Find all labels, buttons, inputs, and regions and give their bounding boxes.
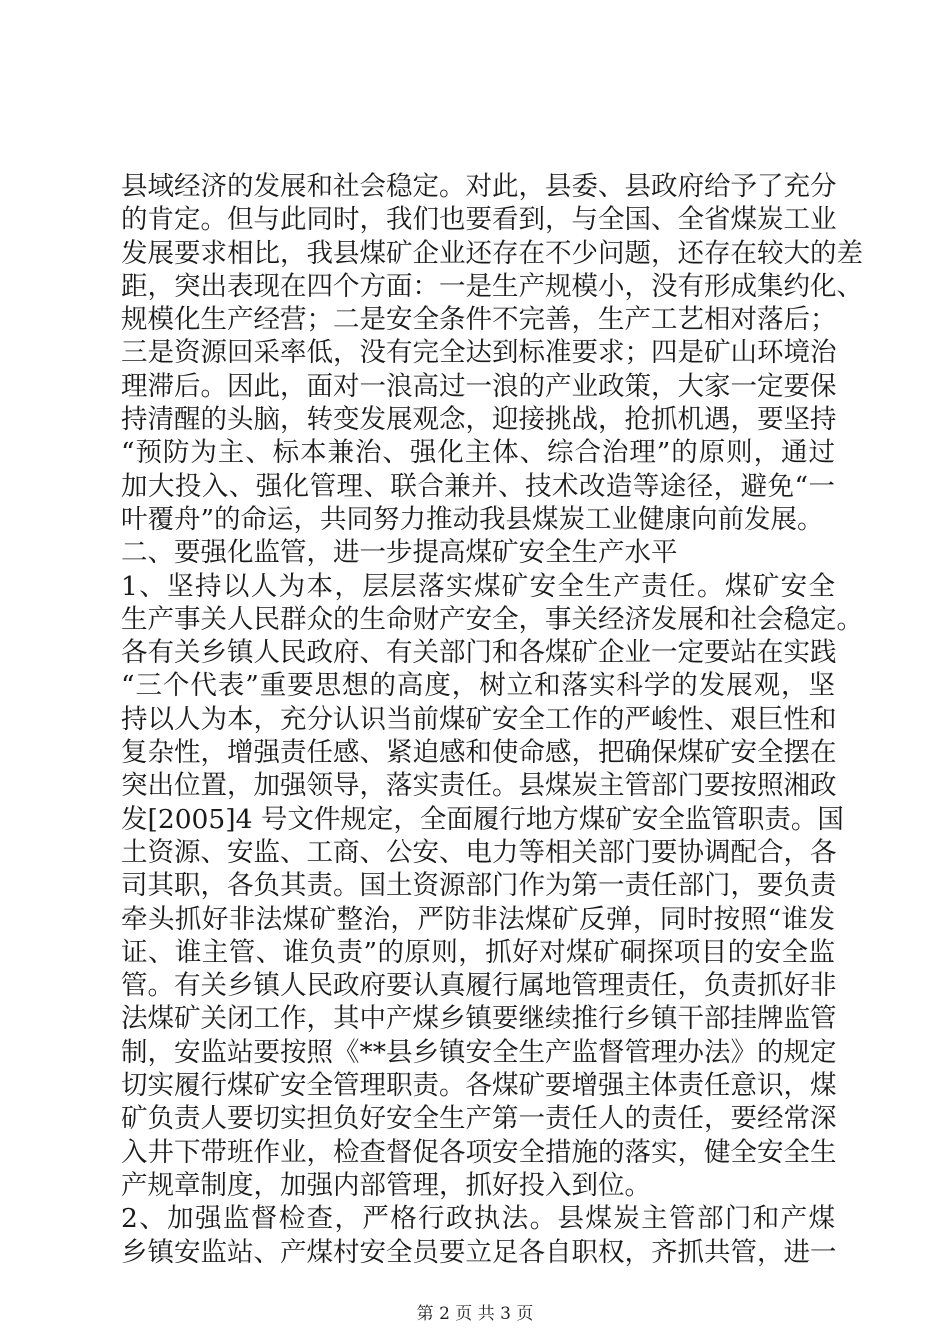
- text-line: 三是资源回采率低，没有完全达到标准要求；四是矿山环境治: [121, 337, 837, 369]
- text-line: 乡镇安监站、产煤村安全员要立足各自职权，齐抓共管，进一: [121, 1236, 837, 1268]
- text-line: 复杂性，增强责任感、紧迫感和使命感，把确保煤矿安全摆在: [121, 737, 837, 769]
- text-line: 持清醒的头脑，转变发展观念，迎接挑战，抢抓机遇，要坚持: [121, 404, 837, 436]
- text-line: 管。有关乡镇人民政府要认真履行属地管理责任，负责抓好非: [121, 970, 837, 1002]
- text-line: 2、加强监督检查，严格行政执法。县煤炭主管部门和产煤: [121, 1203, 835, 1235]
- text-line: 入井下带班作业，检查督促各项安全措施的落实，健全安全生: [121, 1136, 837, 1168]
- text-line: 县域经济的发展和社会稳定。对此，县委、县政府给予了充分: [121, 171, 837, 202]
- text-line: 牵头抓好非法煤矿整治，严防非法煤矿反弹，同时按照“谁发: [121, 903, 835, 935]
- text-line: 发[2005]4 号文件规定，全面履行地方煤矿安全监管职责。国: [121, 803, 844, 835]
- text-line: 司其职，各负其责。国土资源部门作为第一责任部门，要负责: [121, 870, 837, 902]
- text-line: 土资源、安监、工商、公安、电力等相关部门要协调配合，各: [121, 836, 837, 868]
- text-line: 矿负责人要切实担负好安全生产第一责任人的责任，要经常深: [121, 1103, 837, 1135]
- text-line: 生产事关人民群众的生命财产安全，事关经济发展和社会稳定。: [121, 603, 863, 635]
- text-line: 制，安监站要按照《**县乡镇安全生产监督管理办法》的规定: [121, 1036, 837, 1068]
- text-line: 1、坚持以人为本，层层落实煤矿安全生产责任。煤矿安全: [121, 570, 835, 602]
- body-text: [121, 170, 863, 1269]
- text-line: 产规章制度，加强内部管理，抓好投入到位。: [121, 1169, 651, 1201]
- text-line: 证、谁主管、谁负责”的原则，抓好对煤矿硐探项目的安全监: [121, 936, 835, 968]
- text-line: 法煤矿关闭工作，其中产煤乡镇要继续推行乡镇干部挂牌监管: [121, 1003, 837, 1035]
- text-line: 切实履行煤矿安全管理职责。各煤矿要增强主体责任意识，煤: [121, 1070, 837, 1102]
- text-line: 二、要强化监管，进一步提高煤矿安全生产水平: [121, 537, 678, 569]
- text-line: 理滞后。因此，面对一浪高过一浪的产业政策，大家一定要保: [121, 370, 837, 402]
- text-line: “三个代表”重要思想的高度，树立和落实科学的发展观，坚: [121, 670, 835, 702]
- text-line: 叶覆舟”的命运，共同努力推动我县煤炭工业健康向前发展。: [121, 503, 824, 535]
- text-line: 加大投入、强化管理、联合兼并、技术改造等途径，避免“一: [121, 470, 835, 502]
- text-line: 各有关乡镇人民政府、有关部门和各煤矿企业一定要站在实践: [121, 637, 837, 669]
- text-line: 发展要求相比，我县煤矿企业还存在不少问题，还存在较大的差: [121, 237, 863, 269]
- text-line: 距，突出表现在四个方面：一是生产规模小，没有形成集约化、: [121, 270, 863, 302]
- text-line: 持以人为本，充分认识当前煤矿安全工作的严峻性、艰巨性和: [121, 703, 837, 735]
- text-line: “预防为主、标本兼治、强化主体、综合治理”的原则，通过: [121, 437, 835, 469]
- text-line: 规模化生产经营；二是安全条件不完善，生产工艺相对落后；: [121, 304, 837, 336]
- text-line: 的肯定。但与此同时，我们也要看到，与全国、全省煤炭工业: [121, 204, 837, 236]
- text-line: 突出位置，加强领导，落实责任。县煤炭主管部门要按照湘政: [121, 770, 837, 802]
- page-footer: 第 2 页 共 3 页: [416, 1304, 534, 1324]
